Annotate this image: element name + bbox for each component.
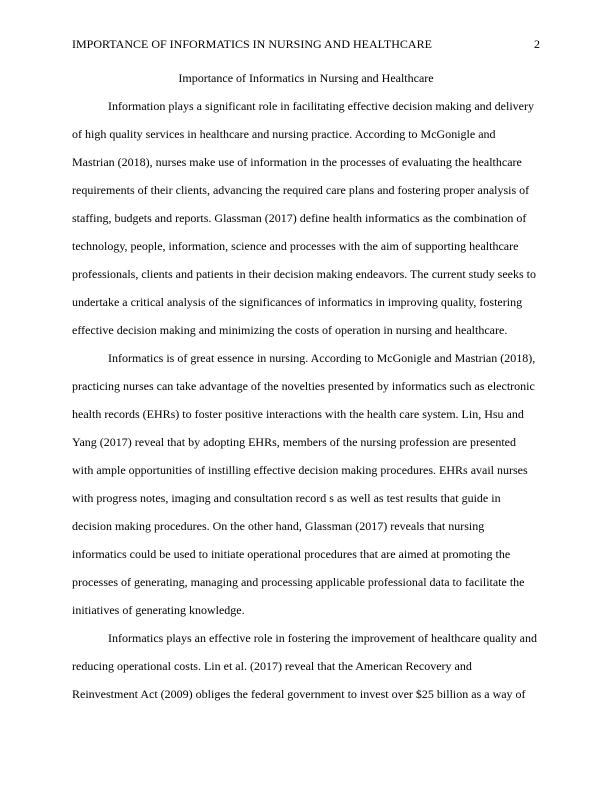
document-title: Importance of Informatics in Nursing and Healthcare	[178, 71, 434, 85]
paragraph-line: with ample opportunities of instilling effective decision making procedures. EHRs avail nurses	[72, 463, 528, 477]
page-number: 2	[534, 37, 540, 51]
paragraph-line: practicing nurses can take advantage of the novelties presented by informatics such as electronic	[72, 379, 535, 393]
paragraph-line: Informatics is of great essence in nursing. According to McGonigle and Mastrian (2018),	[108, 351, 536, 365]
paragraph-line: Mastrian (2018), nurses make use of information in the processes of evaluating the healthcare	[72, 155, 522, 169]
paragraph-line: health records (EHRs) to foster positive interactions with the health care system. Lin, Hsu and	[72, 407, 524, 421]
paragraph-line: Yang (2017) reveal that by adopting EHRs, members of the nursing profession are presented	[72, 435, 517, 449]
paragraph-line: effective decision making and minimizing the costs of operation in nursing and healthcare.	[72, 323, 508, 337]
paragraph-line: Reinvestment Act (2009) obliges the federal government to invest over $25 billion as a way of	[72, 687, 526, 701]
paragraph-line: with progress notes, imaging and consultation record s as well as test results that guide in	[72, 491, 501, 505]
paragraph-line: Informatics plays an effective role in fostering the improvement of healthcare quality and	[108, 631, 537, 645]
paragraph-line: informatics could be used to initiate operational procedures that are aimed at promoting the	[72, 547, 511, 561]
paragraph-line: requirements of their clients, advancing the required care plans and fostering proper analysis of	[72, 183, 530, 197]
paragraph-line: technology, people, information, science and processes with the aim of supporting healthcare	[72, 239, 519, 253]
paragraph-line: initiatives of generating knowledge.	[72, 603, 245, 617]
paragraph-line: undertake a critical analysis of the significances of informatics in improving quality, fostering	[72, 295, 523, 309]
paragraph-line: decision making procedures. On the other hand, Glassman (2017) reveals that nursing	[72, 519, 485, 533]
paragraph-line: professionals, clients and patients in their decision making endeavors. The current study seeks to	[72, 267, 536, 281]
paragraph-line: processes of generating, managing and processing applicable professional data to facilitate the	[72, 575, 525, 589]
paragraph-line: reducing operational costs. Lin et al. (2017) reveal that the American Recovery and	[72, 659, 472, 673]
paragraph-line: Information plays a significant role in facilitating effective decision making and delivery	[108, 99, 534, 113]
paragraph-line: staffing, budgets and reports. Glassman (2017) define health informatics as the combination of	[72, 211, 527, 225]
running-head-title: IMPORTANCE OF INFORMATICS IN NURSING AND HEALTHCARE	[72, 37, 432, 51]
paragraph-line: of high quality services in healthcare and nursing practice. According to McGonigle and	[72, 127, 496, 141]
